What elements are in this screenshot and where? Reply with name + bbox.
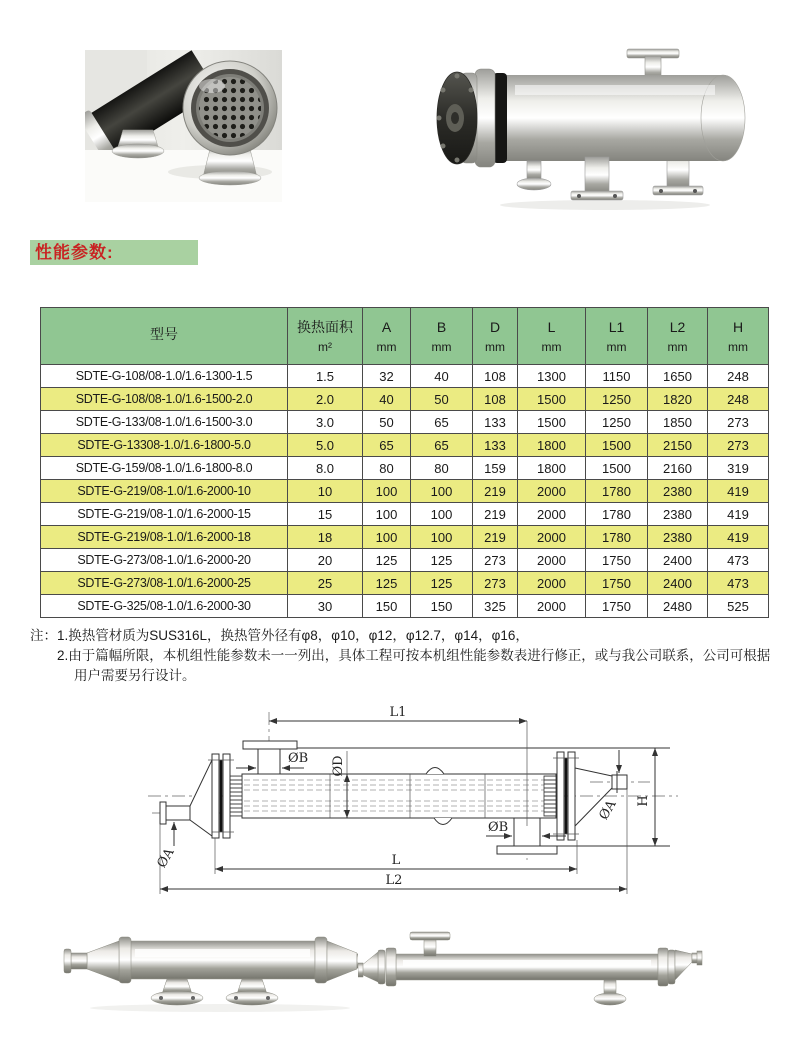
value-cell: 525 — [708, 595, 769, 618]
value-cell: 1300 — [518, 365, 586, 388]
value-cell: 219 — [473, 526, 518, 549]
value-cell: 2160 — [648, 457, 708, 480]
value-cell: 1800 — [518, 457, 586, 480]
product-photo-right-art — [358, 922, 703, 1017]
product-photo-right — [358, 922, 703, 1017]
value-cell: 273 — [708, 411, 769, 434]
value-cell: 65 — [411, 434, 473, 457]
table-row — [41, 549, 769, 572]
value-cell: 133 — [473, 411, 518, 434]
value-cell: 133 — [473, 434, 518, 457]
value-cell: 1250 — [586, 411, 648, 434]
note-item: 2.由于篇幅所限，本机组性能参数未一一列出，具体工程可按本机组性能参数表进行修正，或与我公司联系，公司可根据用户需要另行设计。 — [57, 648, 771, 683]
model-cell: SDTE-G-273/08-1.0/1.6-2000-20 — [41, 549, 288, 572]
value-cell: 473 — [708, 572, 769, 595]
value-cell: 1500 — [518, 388, 586, 411]
value-cell: 248 — [708, 365, 769, 388]
dim-label-phi-b-top: ØB — [288, 751, 309, 766]
value-cell: 25 — [288, 572, 363, 595]
col-header-model: 型号 — [41, 308, 288, 365]
value-cell: 1780 — [586, 480, 648, 503]
value-cell: 273 — [473, 549, 518, 572]
model-cell: SDTE-G-219/08-1.0/1.6-2000-10 — [41, 480, 288, 503]
value-cell: 1820 — [648, 388, 708, 411]
value-cell: 2400 — [648, 549, 708, 572]
model-cell: SDTE-G-219/08-1.0/1.6-2000-18 — [41, 526, 288, 549]
section-title — [30, 240, 198, 265]
dimension-drawing — [30, 698, 770, 913]
dim-label-l2: L2 — [385, 873, 403, 888]
col-header-area: 换热面积 m² — [288, 308, 363, 365]
value-cell: 2000 — [518, 572, 586, 595]
value-cell: 319 — [708, 457, 769, 480]
value-cell: 273 — [473, 572, 518, 595]
value-cell: 125 — [411, 549, 473, 572]
table-row — [41, 457, 769, 480]
table-row — [41, 388, 769, 411]
notes-items — [57, 626, 772, 686]
value-cell: 1780 — [586, 526, 648, 549]
note-item: 1.换热管材质为SUS316L，换热管外径有φ8，φ10，φ12，φ12.7，φ14，φ16， — [57, 628, 529, 643]
performance-parameters-table — [40, 307, 769, 618]
value-cell: 100 — [363, 526, 411, 549]
value-cell: 419 — [708, 526, 769, 549]
dim-label-l: L — [391, 853, 401, 868]
value-cell: 419 — [708, 503, 769, 526]
value-cell: 32 — [363, 365, 411, 388]
value-cell: 159 — [473, 457, 518, 480]
section-title-text: 性能参数: — [35, 243, 114, 262]
value-cell: 2380 — [648, 503, 708, 526]
value-cell: 65 — [363, 434, 411, 457]
value-cell: 1150 — [586, 365, 648, 388]
product-photo-left — [35, 925, 365, 1020]
value-cell: 10 — [288, 480, 363, 503]
value-cell: 125 — [411, 572, 473, 595]
table-row — [41, 595, 769, 618]
tube-bundle-photo-art — [85, 50, 282, 202]
value-cell: 5.0 — [288, 434, 363, 457]
value-cell: 2380 — [648, 526, 708, 549]
value-cell: 1250 — [586, 388, 648, 411]
value-cell: 219 — [473, 503, 518, 526]
value-cell: 100 — [363, 503, 411, 526]
value-cell: 1500 — [518, 411, 586, 434]
dim-label-phi-d: ØD — [331, 755, 346, 777]
model-cell: SDTE-G-13308-1.0/1.6-1800-5.0 — [41, 434, 288, 457]
value-cell: 419 — [708, 480, 769, 503]
tube-bundle-photo — [85, 50, 282, 202]
value-cell: 2150 — [648, 434, 708, 457]
value-cell: 1750 — [586, 572, 648, 595]
value-cell: 2400 — [648, 572, 708, 595]
value-cell: 150 — [411, 595, 473, 618]
value-cell: 473 — [708, 549, 769, 572]
value-cell: 1750 — [586, 549, 648, 572]
col-header-a: A mm — [363, 308, 411, 365]
notes — [30, 626, 772, 686]
value-cell: 65 — [411, 411, 473, 434]
value-cell: 2000 — [518, 480, 586, 503]
dimension-drawing-svg — [30, 698, 770, 913]
col-header-h: H mm — [708, 308, 769, 365]
value-cell: 15 — [288, 503, 363, 526]
table-row — [41, 434, 769, 457]
value-cell: 2480 — [648, 595, 708, 618]
value-cell: 80 — [363, 457, 411, 480]
table-row — [41, 503, 769, 526]
value-cell: 2380 — [648, 480, 708, 503]
value-cell: 100 — [411, 526, 473, 549]
dim-label-h: H — [636, 795, 651, 807]
value-cell: 8.0 — [288, 457, 363, 480]
value-cell: 248 — [708, 388, 769, 411]
heat-exchanger-unit-photo — [435, 45, 760, 217]
value-cell: 100 — [363, 480, 411, 503]
value-cell: 1500 — [586, 457, 648, 480]
value-cell: 1780 — [586, 503, 648, 526]
value-cell: 2000 — [518, 595, 586, 618]
value-cell: 1750 — [586, 595, 648, 618]
dim-label-phi-b-bottom: ØB — [488, 820, 509, 835]
model-cell: SDTE-G-108/08-1.0/1.6-1300-1.5 — [41, 365, 288, 388]
value-cell: 40 — [411, 365, 473, 388]
value-cell: 273 — [708, 434, 769, 457]
value-cell: 80 — [411, 457, 473, 480]
value-cell: 50 — [363, 411, 411, 434]
model-cell: SDTE-G-133/08-1.0/1.6-1500-3.0 — [41, 411, 288, 434]
dim-label-l1: L1 — [389, 705, 407, 720]
value-cell: 125 — [363, 549, 411, 572]
value-cell: 1650 — [648, 365, 708, 388]
col-header-l: L mm — [518, 308, 586, 365]
col-header-d: D mm — [473, 308, 518, 365]
value-cell: 30 — [288, 595, 363, 618]
col-header-l2: L2 mm — [648, 308, 708, 365]
table-row — [41, 572, 769, 595]
col-header-b: B mm — [411, 308, 473, 365]
notes-prefix: 注： — [30, 628, 57, 643]
model-cell: SDTE-G-159/08-1.0/1.6-1800-8.0 — [41, 457, 288, 480]
value-cell: 2000 — [518, 526, 586, 549]
value-cell: 100 — [411, 480, 473, 503]
value-cell: 1800 — [518, 434, 586, 457]
value-cell: 50 — [411, 388, 473, 411]
value-cell: 2000 — [518, 549, 586, 572]
value-cell: 2000 — [518, 503, 586, 526]
model-cell: SDTE-G-325/08-1.0/1.6-2000-30 — [41, 595, 288, 618]
heat-exchanger-unit-art — [435, 45, 760, 217]
value-cell: 108 — [473, 365, 518, 388]
table-row — [41, 365, 769, 388]
model-cell: SDTE-G-219/08-1.0/1.6-2000-15 — [41, 503, 288, 526]
value-cell: 100 — [411, 503, 473, 526]
table-header-row — [41, 308, 769, 365]
dim-label-phi-a-left: ØA — [154, 845, 178, 871]
value-cell: 3.0 — [288, 411, 363, 434]
value-cell: 108 — [473, 388, 518, 411]
model-cell: SDTE-G-273/08-1.0/1.6-2000-25 — [41, 572, 288, 595]
model-cell: SDTE-G-108/08-1.0/1.6-1500-2.0 — [41, 388, 288, 411]
col-header-l1: L1 mm — [586, 308, 648, 365]
value-cell: 325 — [473, 595, 518, 618]
value-cell: 1850 — [648, 411, 708, 434]
value-cell: 1.5 — [288, 365, 363, 388]
value-cell: 18 — [288, 526, 363, 549]
value-cell: 125 — [363, 572, 411, 595]
value-cell: 1500 — [586, 434, 648, 457]
value-cell: 2.0 — [288, 388, 363, 411]
product-photo-left-art — [35, 925, 365, 1020]
value-cell: 219 — [473, 480, 518, 503]
value-cell: 20 — [288, 549, 363, 572]
table-row — [41, 480, 769, 503]
value-cell: 150 — [363, 595, 411, 618]
dim-label-phi-a-right: ØA — [596, 797, 620, 823]
table-row — [41, 526, 769, 549]
table-row — [41, 411, 769, 434]
value-cell: 40 — [363, 388, 411, 411]
